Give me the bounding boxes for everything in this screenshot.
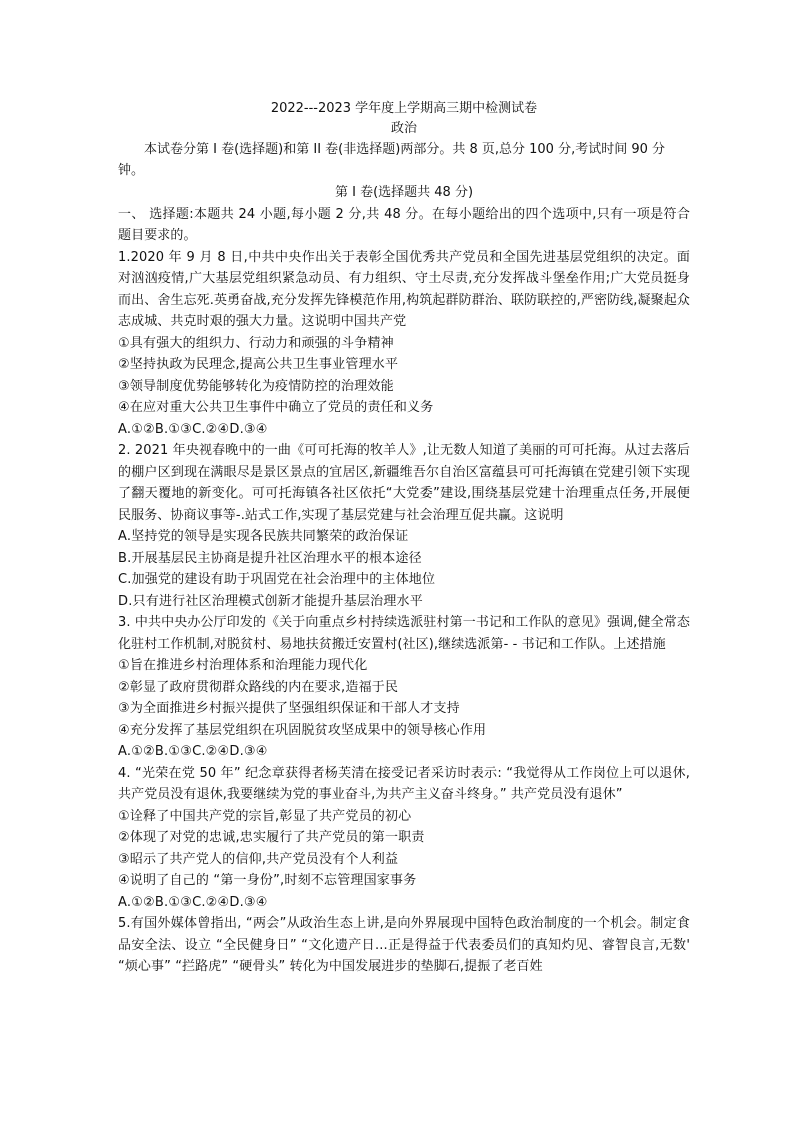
question-option: C.加强党的建设有助于巩固党在社会治理中的主体地位	[118, 572, 436, 587]
answer-choices: A.①②B.①③C.②④D.③④	[118, 744, 268, 759]
question-3	[118, 612, 690, 763]
question-stem: 5.有国外媒体曾指出, “两会”从政治生态上讲,是向外界展现中国特色政治制度的一个机会。制定食品安全法、设立 “全民健身日” “文化遗产日...正是得益于代表委员们的真知灼见、睿智良言,无数' “烦心事” “拦路虎” “硬骨头” 转化为中国发展进步的垫脚石,提振了老百姓	[118, 916, 690, 974]
question-stem: 3. 中共中央办公厅印发的《关于向重点乡村持续选派驻村第一书记和工作队的意见》强调,健全常态化驻村工作机制,对脱贫村、易地扶贫搬迁安置村(社区),继续选派第- - 书记和工作队。上述措施	[118, 615, 690, 652]
question-option: B.开展基层民主协商是提升社区治理水平的根本途径	[118, 550, 422, 566]
exam-title: 2022---2023 学年度上学期高三期中检测试卷	[270, 101, 538, 116]
question-option: D.只有进行社区治理模式创新才能提升基层治理水平	[118, 593, 423, 609]
question-option: ③昭示了共产党人的信仰,共产党员没有个人利益	[118, 851, 399, 867]
question-option: ①旨在推进乡村治理体系和治理能力现代化	[118, 658, 368, 673]
question-option: ①具有强大的组织力、行动力和顽强的斗争精神	[118, 335, 394, 351]
question-option: ②坚持执政为民理念,提高公共卫生事业管理水平	[118, 357, 399, 372]
question-4	[118, 763, 690, 914]
question-option: ③为全面推进乡村振兴提供了坚强组织保证和干部人才支持	[118, 701, 460, 716]
question-option: ①诠释了中国共产党的宗旨,彰显了共产党员的初心	[118, 808, 412, 824]
exam-subject: 政治	[390, 121, 417, 136]
question-stem: 1.2020 年 9 月 8 日,中共中央作出关于表彰全国优秀共产党员和全国先进基层党组织的决定。面对汹汹疫情,广大基层党组织紧急动员、有力组织、守土尽责,充分发挥战斗堡垒作用;广大党员挺身而出、舍生忘死.英勇奋战,充分发挥先锋模范作用,构筑起群防群治、联防联控的,严密防线,凝聚起众志成城、共克时艰的强大力量。这说明中国共产党	[118, 249, 690, 329]
exam-page	[118, 98, 690, 978]
question-stem: 2. 2021 年央视春晚中的一曲《可可托海的牧羊人》,让无数人知道了美丽的可可托海。从过去落后的棚户区到现在满眼尽是景区景点的宜居区,新疆维吾尔自治区富蕴县可可托海镇在党建引领下实现了翻天覆地的新变化。可可托海镇各社区依托“大党委”建设,围绕基层党建十治理重点任务,开展便民服务、协商议事等-.站式工作,实现了基层党建与社会治理互促共赢。这说明	[118, 443, 690, 523]
question-option: ②彰显了政府贯彻群众路线的内在要求,造福于民	[118, 679, 399, 695]
question-option: ④在应对重大公共卫生事件中确立了党员的责任和义务	[118, 400, 434, 415]
question-5	[118, 913, 690, 978]
exam-intro: 本试卷分第 I 卷(选择题)和第 II 卷(非选择题)两部分。共 8 页,总分 100 分,考试时间 90 分钟。	[118, 142, 666, 178]
question-option: ④充分发挥了基层党组织在巩固脱贫攻坚成果中的领导核心作用	[118, 722, 487, 738]
question-stem: 4. “光荣在党 50 年” 纪念章获得者杨芙清在接受记者采访时表示: “我觉得从工作岗位上可以退休,共产党员没有退休,我要继续为党的事业奋斗,为共产主义奋斗终身。” 共产党员没有退休”	[118, 765, 690, 802]
section-one-instructions: 一、 选择题:本题共 24 小题,每小题 2 分,共 48 分。在每小题给出的四个选项中,只有一项是符合题目要求的。	[118, 206, 690, 243]
question-1	[118, 247, 690, 441]
question-2	[118, 440, 690, 612]
question-option: ④说明了自己的 “第一身份”,时刻不忘管理国家事务	[118, 873, 417, 888]
question-option: A.坚持党的领导是实现各民族共同繁荣的政治保证	[118, 529, 409, 544]
answer-choices: A.①②B.①③C.②④D.③④	[118, 894, 268, 910]
question-option: ③领导制度优势能够转化为疫情防控的治理效能	[118, 378, 394, 394]
question-option: ②体现了对党的忠诚,忠实履行了共产党员的第一职责	[118, 830, 425, 845]
answer-choices: A.①②B.①③C.②④D.③④	[118, 421, 268, 437]
part-one-heading: 第 I 卷(选择题共 48 分)	[334, 185, 474, 200]
